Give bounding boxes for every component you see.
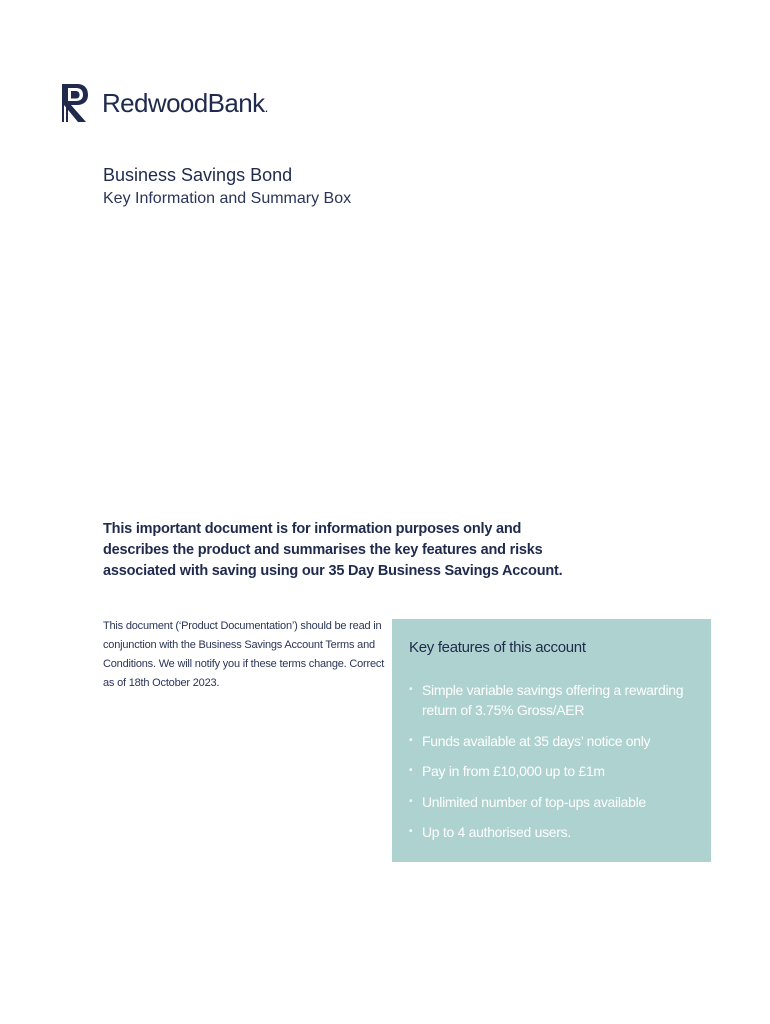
key-features-list xyxy=(409,680,695,842)
bullet-icon: • xyxy=(409,765,413,776)
feature-item: • Up to 4 authorised users. xyxy=(409,824,571,840)
brand-name: RedwoodBank. xyxy=(102,88,268,118)
feature-item: • Simple variable savings offering a rewarding return of 3.75% Gross/AER xyxy=(409,682,684,718)
intro-statement: This important document is for information purposes only and describes the product and summarises the key features and risks associated with saving using our 35 Day Business Savings Account. xyxy=(103,521,563,579)
feature-item: • Funds available at 35 days’ notice only xyxy=(409,732,651,749)
bullet-icon: • xyxy=(409,795,413,807)
product-documentation-note: This document (‘Product Documentation’) should be read in conjunction with the Business Savings Account Terms and Conditions. We will notify you if these terms change. Correct as of 18th October 2023. xyxy=(103,620,385,689)
feature-item: • Pay in from £10,000 up to £1m xyxy=(409,763,605,779)
brand-logo xyxy=(60,82,268,124)
document-title: Business Savings Bond xyxy=(103,165,293,185)
document-subtitle: Key Information and Summary Box xyxy=(103,190,352,207)
bullet-icon: • xyxy=(409,826,413,837)
feature-item: • Unlimited number of top-ups available xyxy=(409,793,646,810)
bullet-icon: • xyxy=(409,734,413,746)
key-features-title: Key features of this account xyxy=(409,639,586,656)
bullet-icon: • xyxy=(409,684,413,695)
redwood-r-logo-icon xyxy=(60,82,90,124)
key-features-panel xyxy=(392,619,711,862)
